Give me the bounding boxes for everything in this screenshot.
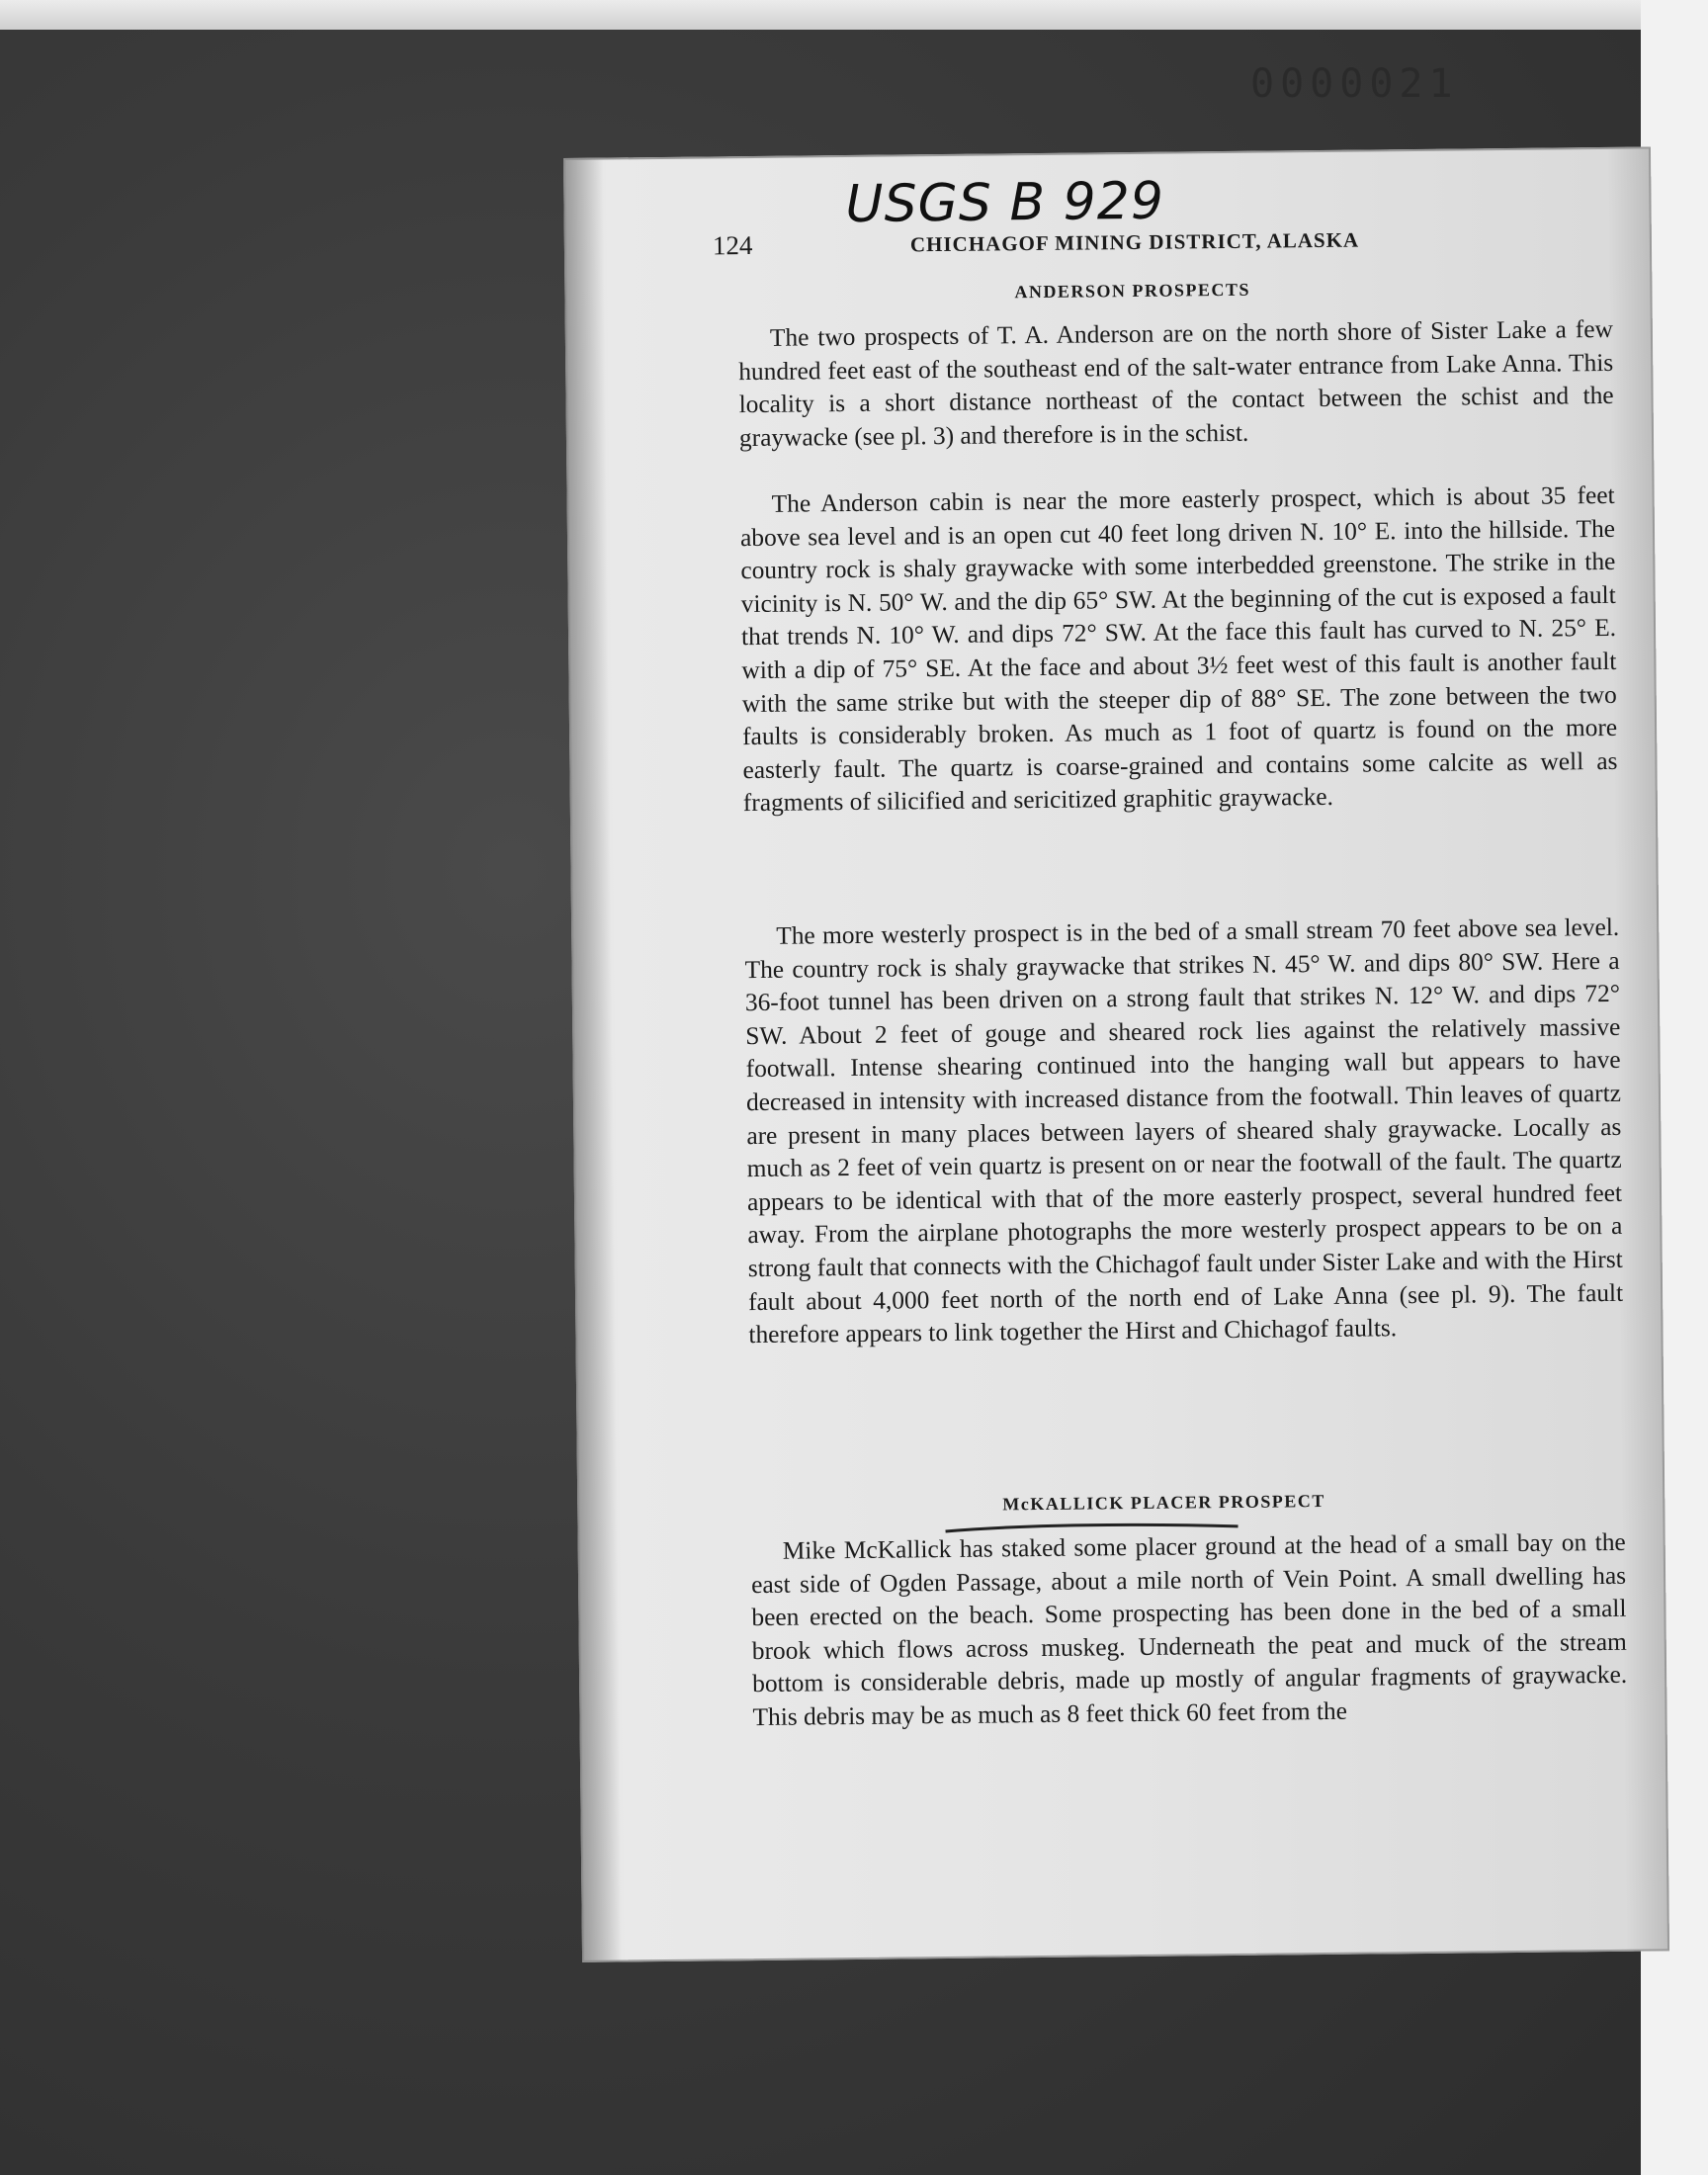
section-heading-mckallick: McKALLICK PLACER PROSPECT	[1002, 1491, 1325, 1515]
section-heading-anderson: ANDERSON PROSPECTS	[1014, 279, 1251, 303]
paragraph: The two prospects of T. A. Anderson are on the north shore of Sister Lake a few hundred feet east of the southeast end of the salt-water entrance from Lake Anna. This locality is a short distance northeast of the contact between the schist and the graywacke (see pl. 3) and therefore is in the schist.	[738, 314, 1614, 452]
document-number: 0000021	[1250, 61, 1459, 107]
scanner-top-edge	[0, 0, 1641, 30]
handwritten-note: USGS B 929	[845, 171, 1165, 235]
paragraph: The Anderson cabin is near the more easterly prospect, which is about 35 feet above sea level and is an open cut 40 feet long driven N. 10° E. into the hillside. The country rock is shaly graywacke with some interbedded greenstone. The strike in the vicinity is N. 50° W. and the dip 65° SW. At the beginning of the cut is exposed a fault that trends N. 10° W. and dips 72° SW. At the face this fault has curved to N. 25° E. with a dip of 75° SE. At the face and about 3½ feet west of this fault is another fault with the same strike but with the steeper dip of 88° SE. The zone between the two faults is considerably broken. As much as 1 foot of quartz is found on the more easterly fault. The quartz is coarse-grained and contains some calcite as well as fragments of silicified and sericitized graphitic graywacke.	[739, 480, 1618, 818]
running-title: CHICHAGOF MINING DISTRICT, ALASKA	[909, 227, 1360, 257]
page-number: 124	[712, 230, 753, 261]
page-header	[713, 221, 1602, 270]
paragraph: The more westerly prospect is in the bed of a small stream 70 feet above sea level. The country rock is shaly graywacke that strikes N. 45° W. and dips 80° SW. Here a 36-foot tunnel has been driven on a strong fault that strikes N. 12° W. and dips 72° SW. About 2 feet of gouge and sheared rock lies against the relatively massive footwall. Intense shearing continued into the hanging wall but appears to have decreased in intensity with increased distance from the footwall. Thin leaves of quartz are present in many places between layers of sheared shaly graywacke. Locally as much as 2 feet of vein quartz is present on or near the footwall of the fault. The quartz appears to be identical with that of the more easterly prospect, several hundred feet away. From the airplane photographs the more westerly prospect appears to be on a strong fault that connects with the Chichagof fault under Sister Lake and with the Hirst fault about 4,000 feet north of the north end of Lake Anna (see pl. 9). The fault therefore appears to link together the Hirst and Chichagof faults.	[744, 913, 1624, 1349]
scanned-page	[563, 146, 1669, 1961]
paragraph: Mike McKallick has staked some placer ground at the head of a small bay on the east side of Ogden Passage, about a mile north of Vein Point. A small dwelling has been erected on the beach. Some prospecting has been done in the bed of a small brook which flows across muskeg. Underneath the peat and muck of the stream bottom is considerable debris, made up mostly of angular fragments of graywacke. This debris may be as much as 8 feet thick 60 feet from the	[750, 1527, 1628, 1732]
